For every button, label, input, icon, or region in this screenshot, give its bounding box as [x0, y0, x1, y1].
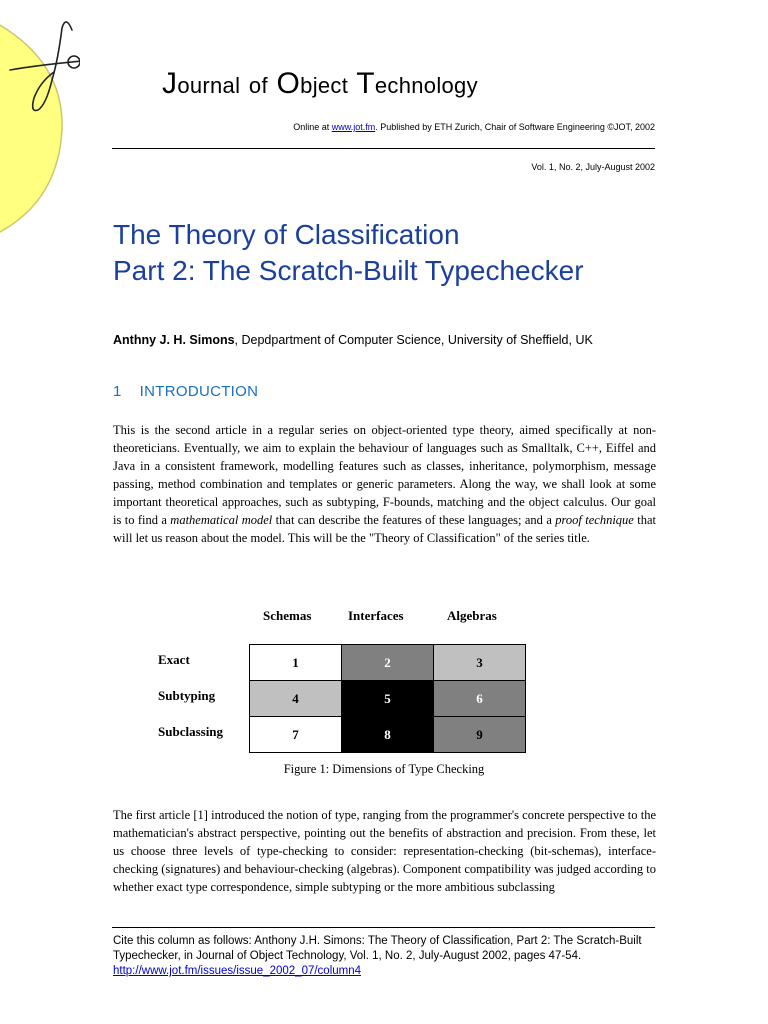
figure-row-header-subtyping: Subtyping	[158, 688, 216, 703]
section-number: 1	[113, 383, 122, 400]
author-affiliation: , Depdpartment of Computer Science, University of Sheffield, UK	[234, 333, 593, 347]
grid-cell: 4	[250, 681, 342, 717]
footer-divider	[112, 927, 655, 928]
grid-cell: 1	[250, 645, 342, 681]
logo-yellow-blob	[0, 10, 62, 235]
grid-row-subclassing	[250, 717, 526, 753]
jot-website-link[interactable]: www.jot.fm	[331, 122, 376, 132]
article-title-line-1: The Theory of Classification	[113, 219, 460, 250]
figure-caption: Figure 1: Dimensions of Type Checking	[283, 762, 485, 776]
figure-column-header-interfaces: Interfaces	[348, 608, 404, 623]
publication-info: Online at www.jot.fm. Published by ETH Zurich, Chair of Software Engineering ©JOT, 2002	[293, 122, 655, 132]
type-checking-grid	[249, 644, 526, 753]
grid-cell: 5	[342, 681, 434, 717]
intro-paragraph: This is the second article in a regular series on object-oriented type theory, aimed specifically at non-theoreticians. Eventually, we aim to explain the behaviour of languages such as Smalltalk, C++, Eiffel and Java in a consistent framework, modelling features such as classes, inheritance, polymorphism, message passing, method combination and templates or generic parameters. Along the way, we shall look at some important theoretical approaches, such as subtyping, F-bounds, matching and the object calculus. Our goal is to find a mathematical model that can describe the features of these languages; and a proof technique that will let us reason about the model. This will be the "Theory of Classification" of the series title.	[113, 423, 656, 545]
grid-cell: 9	[434, 717, 526, 753]
article-title	[113, 217, 584, 289]
section-heading	[113, 383, 258, 400]
grid-cell: 2	[342, 645, 434, 681]
header-divider	[112, 148, 655, 149]
figure-column-header-schemas: Schemas	[263, 608, 312, 623]
volume-info: Vol. 1, No. 2, July-August 2002	[531, 162, 655, 172]
grid-row-subtyping	[250, 681, 526, 717]
figure-row-header-exact: Exact	[158, 652, 190, 667]
section-title: INTRODUCTION	[139, 383, 259, 400]
grid-row-exact	[250, 645, 526, 681]
author-name: Anthny J. H. Simons	[113, 333, 235, 347]
article-url-link[interactable]: http://www.jot.fm/issues/issue_2002_07/column4	[113, 965, 362, 977]
grid-cell: 6	[434, 681, 526, 717]
journal-title: Journal of Object Technology	[162, 67, 478, 100]
grid-cell: 3	[434, 645, 526, 681]
figure-row-header-subclassing: Subclassing	[158, 724, 224, 739]
jot-logo	[0, 10, 80, 235]
author-line	[113, 333, 593, 347]
figure-column-header-algebras: Algebras	[447, 608, 497, 623]
grid-cell: 7	[250, 717, 342, 753]
article-title-line-2: Part 2: The Scratch-Built Typechecker	[113, 255, 584, 286]
citation-footer: Cite this column as follows: Anthony J.H. Simons: The Theory of Classification, Part 2: The Scratch-Built Typechecker, in Journal of Object Technology, Vol. 1, No. 2, July-August 2002, pages 47-54. http://www.jot.fm/issues/issue_2002_07/column4	[113, 935, 642, 977]
body-paragraph: The first article [1] introduced the notion of type, ranging from the programmer's concrete perspective to the mathematician's abstract perspective, pointing out the benefits of abstraction and precision. From these, let us choose three levels of type-checking to consider: representation-checking (bit-schemas), interface-checking (signatures) and behaviour-checking (algebras). Component compatibility was judged according to whether exact type correspondence, simple subtyping or the more ambitious subclassing	[113, 808, 656, 894]
grid-cell: 8	[342, 717, 434, 753]
